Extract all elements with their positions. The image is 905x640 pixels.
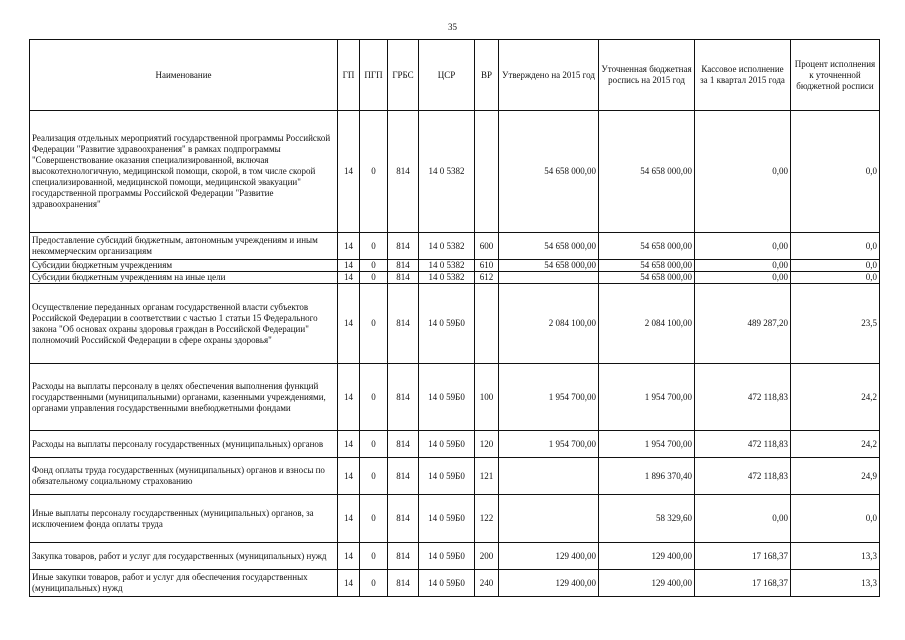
cell-pgp: 0: [360, 543, 388, 570]
cell-refined: 54 658 000,00: [599, 111, 695, 233]
cell-csr: 14 0 59Б0: [419, 458, 475, 495]
cell-approved: [499, 272, 599, 284]
cell-percent: 13,3: [791, 543, 880, 570]
cell-refined: 1 954 700,00: [599, 431, 695, 458]
cell-grbs: 814: [388, 431, 419, 458]
cell-refined: 1 954 700,00: [599, 364, 695, 431]
header-vr: ВР: [475, 40, 499, 111]
cell-name: Предоставление субсидий бюджетным, автономным учреждениям и иным некоммерческим организациям: [30, 233, 338, 260]
cell-gp: 14: [338, 364, 360, 431]
header-percent: Процент исполнения к уточненной бюджетной росписи: [791, 40, 880, 111]
cell-approved: 2 084 100,00: [499, 284, 599, 364]
cell-csr: 14 0 5382: [419, 111, 475, 233]
cell-csr: 14 0 59Б0: [419, 284, 475, 364]
header-csr: ЦСР: [419, 40, 475, 111]
cell-percent: 0,0: [791, 495, 880, 543]
cell-cash: 472 118,83: [695, 431, 791, 458]
cell-cash: 489 287,20: [695, 284, 791, 364]
cell-vr: 120: [475, 431, 499, 458]
cell-approved: [499, 495, 599, 543]
cell-refined: 58 329,60: [599, 495, 695, 543]
cell-csr: 14 0 5382: [419, 260, 475, 272]
cell-name: Иные закупки товаров, работ и услуг для обеспечения государственных (муниципальных) нужд: [30, 570, 338, 597]
cell-cash: 17 168,37: [695, 543, 791, 570]
cell-grbs: 814: [388, 284, 419, 364]
cell-grbs: 814: [388, 260, 419, 272]
table-row: [30, 364, 880, 431]
cell-gp: 14: [338, 495, 360, 543]
cell-name: Реализация отдельных мероприятий государственной программы Российской Федерации "Развитие здравоохранения" в рамках подпрограммы "Совершенствование оказания специализированной, включая высокотехнологичную, медицинской помощи, скорой, в том числе скорой специализированной, медицинской помощи, медицинской эвакуации" государственной программы Российской Федерации "Развитие здравоохранения": [30, 111, 338, 233]
cell-grbs: 814: [388, 495, 419, 543]
cell-percent: 0,0: [791, 260, 880, 272]
cell-pgp: 0: [360, 111, 388, 233]
header-approved: Утверждено на 2015 год: [499, 40, 599, 111]
cell-grbs: 814: [388, 543, 419, 570]
cell-csr: 14 0 5382: [419, 233, 475, 260]
page-number: 35: [448, 22, 457, 32]
cell-grbs: 814: [388, 364, 419, 431]
cell-pgp: 0: [360, 284, 388, 364]
cell-approved: 54 658 000,00: [499, 111, 599, 233]
table-row: [30, 458, 880, 495]
cell-refined: 2 084 100,00: [599, 284, 695, 364]
cell-csr: 14 0 5382: [419, 272, 475, 284]
cell-pgp: 0: [360, 364, 388, 431]
table-row: [30, 111, 880, 233]
cell-cash: 17 168,37: [695, 570, 791, 597]
cell-vr: [475, 111, 499, 233]
cell-csr: 14 0 59Б0: [419, 543, 475, 570]
cell-vr: 200: [475, 543, 499, 570]
cell-pgp: 0: [360, 431, 388, 458]
cell-percent: 24,2: [791, 364, 880, 431]
cell-csr: 14 0 59Б0: [419, 570, 475, 597]
cell-approved: 129 400,00: [499, 570, 599, 597]
cell-gp: 14: [338, 272, 360, 284]
cell-pgp: 0: [360, 495, 388, 543]
table-row: [30, 543, 880, 570]
table-row: [30, 233, 880, 260]
cell-pgp: 0: [360, 233, 388, 260]
cell-refined: 129 400,00: [599, 543, 695, 570]
cell-name: Расходы на выплаты персоналу в целях обеспечения выполнения функций государственными (муниципальными) органами, казенными учреждениями, органами управления государственными внебюджетными фондами: [30, 364, 338, 431]
table-row: [30, 431, 880, 458]
cell-vr: 121: [475, 458, 499, 495]
cell-percent: 0,0: [791, 272, 880, 284]
cell-vr: 100: [475, 364, 499, 431]
cell-percent: 24,9: [791, 458, 880, 495]
table-header-row: [30, 40, 880, 111]
cell-approved: [499, 458, 599, 495]
cell-percent: 24,2: [791, 431, 880, 458]
header-name: Наименование: [30, 40, 338, 111]
cell-approved: 1 954 700,00: [499, 364, 599, 431]
budget-table: [29, 39, 880, 597]
cell-pgp: 0: [360, 272, 388, 284]
header-pgp: ПГП: [360, 40, 388, 111]
cell-csr: 14 0 59Б0: [419, 431, 475, 458]
cell-cash: 472 118,83: [695, 364, 791, 431]
cell-name: Осуществление переданных органам государственной власти субъектов Российской Федерации в соответствии с частью 1 статьи 15 Федерального закона "Об основах охраны здоровья граждан в Российской Федерации" полномочий Российской Федерации в сфере охраны здоровья": [30, 284, 338, 364]
cell-grbs: 814: [388, 458, 419, 495]
cell-approved: 54 658 000,00: [499, 233, 599, 260]
cell-gp: 14: [338, 260, 360, 272]
table-row: [30, 260, 880, 272]
cell-gp: 14: [338, 543, 360, 570]
cell-grbs: 814: [388, 272, 419, 284]
cell-cash: 0,00: [695, 233, 791, 260]
cell-grbs: 814: [388, 111, 419, 233]
cell-name: Фонд оплаты труда государственных (муниципальных) органов и взносы по обязательному социальному страхованию: [30, 458, 338, 495]
cell-cash: 0,00: [695, 495, 791, 543]
cell-percent: 0,0: [791, 233, 880, 260]
cell-percent: 23,5: [791, 284, 880, 364]
cell-vr: 610: [475, 260, 499, 272]
cell-refined: 54 658 000,00: [599, 260, 695, 272]
cell-pgp: 0: [360, 570, 388, 597]
cell-refined: 1 896 370,40: [599, 458, 695, 495]
cell-vr: 612: [475, 272, 499, 284]
cell-approved: 1 954 700,00: [499, 431, 599, 458]
table-row: [30, 284, 880, 364]
header-cash: Кассовое исполнение за 1 квартал 2015 года: [695, 40, 791, 111]
cell-gp: 14: [338, 111, 360, 233]
cell-name: Расходы на выплаты персоналу государственных (муниципальных) органов: [30, 431, 338, 458]
cell-name: Субсидии бюджетным учреждениям на иные цели: [30, 272, 338, 284]
cell-approved: 54 658 000,00: [499, 260, 599, 272]
cell-cash: 0,00: [695, 260, 791, 272]
cell-name: Иные выплаты персоналу государственных (муниципальных) органов, за исключением фонда оплаты труда: [30, 495, 338, 543]
table-row: [30, 570, 880, 597]
header-grbs: ГРБС: [388, 40, 419, 111]
header-refined: Уточненная бюджетная роспись на 2015 год: [599, 40, 695, 111]
cell-gp: 14: [338, 570, 360, 597]
cell-approved: 129 400,00: [499, 543, 599, 570]
cell-cash: 0,00: [695, 272, 791, 284]
cell-percent: 0,0: [791, 111, 880, 233]
cell-gp: 14: [338, 458, 360, 495]
cell-grbs: 814: [388, 570, 419, 597]
cell-percent: 13,3: [791, 570, 880, 597]
cell-refined: 54 658 000,00: [599, 233, 695, 260]
table-row: [30, 495, 880, 543]
cell-gp: 14: [338, 284, 360, 364]
cell-name: Субсидии бюджетным учреждениям: [30, 260, 338, 272]
cell-vr: [475, 284, 499, 364]
cell-csr: 14 0 59Б0: [419, 495, 475, 543]
cell-gp: 14: [338, 233, 360, 260]
cell-csr: 14 0 59Б0: [419, 364, 475, 431]
cell-vr: 240: [475, 570, 499, 597]
cell-vr: 600: [475, 233, 499, 260]
cell-refined: 54 658 000,00: [599, 272, 695, 284]
cell-refined: 129 400,00: [599, 570, 695, 597]
cell-pgp: 0: [360, 458, 388, 495]
header-gp: ГП: [338, 40, 360, 111]
cell-pgp: 0: [360, 260, 388, 272]
cell-gp: 14: [338, 431, 360, 458]
cell-grbs: 814: [388, 233, 419, 260]
cell-cash: 472 118,83: [695, 458, 791, 495]
cell-vr: 122: [475, 495, 499, 543]
cell-cash: 0,00: [695, 111, 791, 233]
table-row: [30, 272, 880, 284]
cell-name: Закупка товаров, работ и услуг для государственных (муниципальных) нужд: [30, 543, 338, 570]
